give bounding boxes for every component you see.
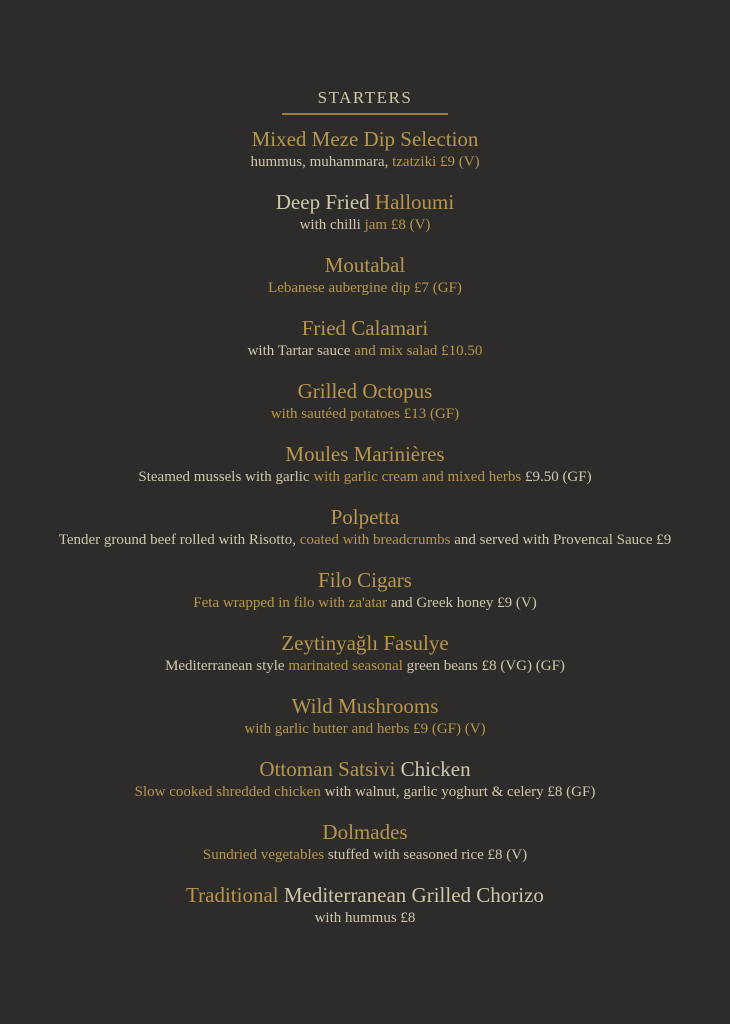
menu-item — [0, 567, 730, 613]
item-name — [0, 378, 730, 404]
menu-item — [0, 441, 730, 487]
item-name-segment: Moutabal — [324, 253, 406, 277]
item-name — [0, 630, 730, 656]
item-description-segment: with chilli — [299, 217, 365, 233]
item-description-segment: Mediterranean style — [165, 658, 289, 674]
menu-item — [0, 693, 730, 739]
item-name — [0, 252, 730, 278]
item-description-segment: stuffed with seasoned rice £8 (V) — [327, 847, 528, 863]
item-name — [0, 504, 730, 530]
item-name-segment: Wild Mushrooms — [291, 694, 439, 718]
menu-item — [0, 882, 730, 928]
item-description-segment: £9.50 (GF) — [524, 469, 592, 485]
item-description-segment: with walnut, garlic yoghurt & celery £8 (GF) — [324, 784, 596, 800]
item-description-segment: Slow cooked shredded chicken — [134, 784, 325, 800]
item-description-segment: with sautéed potatoes £13 (GF) — [270, 406, 460, 422]
menu-items — [0, 126, 730, 928]
item-name-segment: Dolmades — [322, 820, 408, 844]
item-name-segment: Grilled Octopus — [297, 379, 433, 403]
item-name-segment: Fried Calamari — [301, 316, 429, 340]
item-name-segment: Deep Fried — [275, 190, 375, 214]
item-name-segment: Filo Cigars — [318, 568, 412, 592]
item-description — [0, 656, 730, 676]
menu-item — [0, 315, 730, 361]
item-description — [0, 152, 730, 172]
item-description-segment: green beans £8 (VG) (GF) — [406, 658, 565, 674]
menu-item — [0, 378, 730, 424]
item-name — [0, 756, 730, 782]
item-description — [0, 341, 730, 361]
menu-item — [0, 504, 730, 550]
item-name-segment: Zeytinyağlı Fasulye — [281, 631, 449, 655]
item-description — [0, 278, 730, 298]
item-description-segment: jam £8 (V) — [364, 217, 431, 233]
item-description-segment: with garlic cream and mixed herbs — [313, 469, 525, 485]
item-description-segment: coated with breadcrumbs — [299, 532, 455, 548]
item-description — [0, 782, 730, 802]
item-name-segment: Mixed Meze Dip Selection — [251, 127, 479, 151]
item-description-segment: Feta wrapped in filo with za'atar — [193, 595, 391, 611]
item-description — [0, 404, 730, 424]
item-name — [0, 126, 730, 152]
item-description-segment: and Greek honey £9 (V) — [390, 595, 537, 611]
menu-item — [0, 189, 730, 235]
item-description-segment: tzatziki £9 (V) — [392, 154, 480, 170]
item-description — [0, 215, 730, 235]
item-name-segment: Traditional — [186, 883, 284, 907]
item-description-segment: marinated seasonal — [288, 658, 407, 674]
menu-item — [0, 252, 730, 298]
item-name — [0, 819, 730, 845]
item-name-segment: Moules Marinières — [285, 442, 445, 466]
item-description-segment: with hummus £8 — [314, 910, 416, 926]
item-name-segment: Mediterranean Grilled Chorizo — [283, 883, 544, 907]
item-description-segment: hummus, muhammara, — [250, 154, 393, 170]
section-title: STARTERS — [282, 88, 449, 115]
item-name-segment: Chicken — [400, 757, 471, 781]
item-description-segment: with Tartar sauce — [247, 343, 355, 359]
item-description-segment: and served with Provencal Sauce £9 — [454, 532, 672, 548]
item-description-segment: Lebanese aubergine dip £7 (GF) — [268, 280, 462, 296]
item-name — [0, 441, 730, 467]
item-name-segment: Polpetta — [330, 505, 400, 529]
item-description-segment: Tender ground beef rolled with Risotto, — [58, 532, 300, 548]
item-description-segment: with garlic butter and herbs £9 (GF) (V) — [244, 721, 486, 737]
item-description — [0, 719, 730, 739]
item-name — [0, 567, 730, 593]
menu-item — [0, 819, 730, 865]
item-description-segment: Sundried vegetables — [202, 847, 328, 863]
item-description — [0, 593, 730, 613]
item-name — [0, 693, 730, 719]
item-description — [0, 908, 730, 928]
item-name — [0, 315, 730, 341]
item-description-segment: Steamed mussels with garlic — [138, 469, 314, 485]
item-description — [0, 467, 730, 487]
menu-item — [0, 126, 730, 172]
item-name — [0, 189, 730, 215]
item-name-segment: Ottoman Satsivi — [259, 757, 401, 781]
menu-item — [0, 630, 730, 676]
section-header-row — [0, 88, 730, 126]
item-description — [0, 845, 730, 865]
menu-item — [0, 756, 730, 802]
item-description — [0, 530, 730, 550]
item-name-segment: Halloumi — [374, 190, 455, 214]
item-name — [0, 882, 730, 908]
item-description-segment: and mix salad £10.50 — [354, 343, 483, 359]
